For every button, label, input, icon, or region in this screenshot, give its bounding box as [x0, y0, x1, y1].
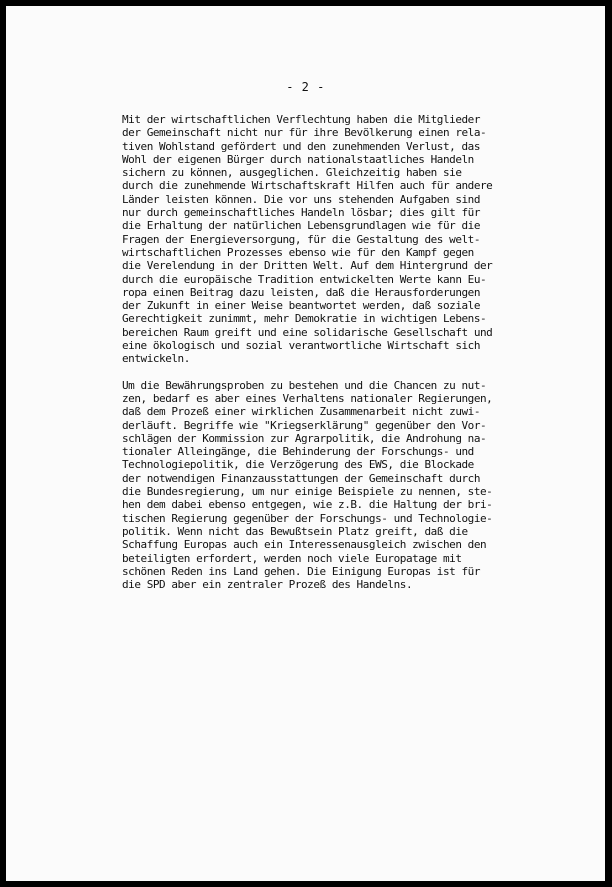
paragraph-1: Mit der wirtschaftlichen Verflechtung haben die Mitglieder der Gemeinschaft nicht nur für ihre Bevölkerung einen rela- tiven Wohlstand gefördert und den zunehmenden Verlust, das Wohl der eigenen Bürger durch nationalstaatliches Handeln sichern zu können, ausgeglichen. Gleichzeitig haben sie durch die zunehmende Wirtschaftskraft Hilfen auch für andere Länder leisten können. Die vor uns stehenden Aufgaben sind nur durch gemeinschaftliches Handeln lösbar; dies gilt für die Erhaltung der natürlichen Lebensgrundlagen wie für die Fragen der Energieversorgung, für die Gestaltung des welt- wirtschaftlichen Prozesses ebenso wie für den Kampf gegen die Verelendung in der Dritten Welt. Auf dem Hintergrund der durch die europäische Tradition entwickelten Werte kann Eu- ropa einen Beitrag dazu leisten, daß die Herausforderungen der Zukunft in einer Weise beantwortet werden, daß soziale Gerechtigkeit zunimmt, mehr Demokratie in wichtigen Lebens- bereichen Raum greift und eine solidarische Gesellschaft und eine ökologisch und sozial verantwortliche Wirtschaft sich entwickeln.: [122, 113, 493, 366]
paragraph-2: Um die Bewährungsproben zu bestehen und die Chancen zu nut- zen, bedarf es aber eines Verhaltens nationaler Regierungen, daß dem Prozeß einer wirklichen Zusammenarbeit nicht zuwi- derläuft. Begriffe wie "Kriegserklärung" gegenüber den Vor- schlägen der Kommission zur Agrarpolitik, die Androhung na- tionaler Alleingänge, die Behinderung der Forschungs- und Technologiepolitik, die Verzögerung des EWS, die Blockade der notwendigen Finanzausstattungen der Gemeinschaft durch die Bundesregierung, um nur einige Beispiele zu nennen, ste- hen dem dabei ebenso entgegen, wie z.B. die Haltung der bri- tischen Regierung gegenüber der Forschungs- und Technologie- politik. Wenn nicht das Bewußtsein Platz greift, daß die Schaffung Europas auch ein Interessenausgleich zwischen den beteiligten erfordert, werden noch viele Europatage mit schönen Reden ins Land gehen. Die Einigung Europas ist für die SPD aber ein zentraler Prozeß des Handelns.: [122, 378, 493, 592]
document-page: [4, 4, 607, 883]
body-text: [122, 113, 552, 591]
page-number: - 2 -: [286, 80, 325, 94]
